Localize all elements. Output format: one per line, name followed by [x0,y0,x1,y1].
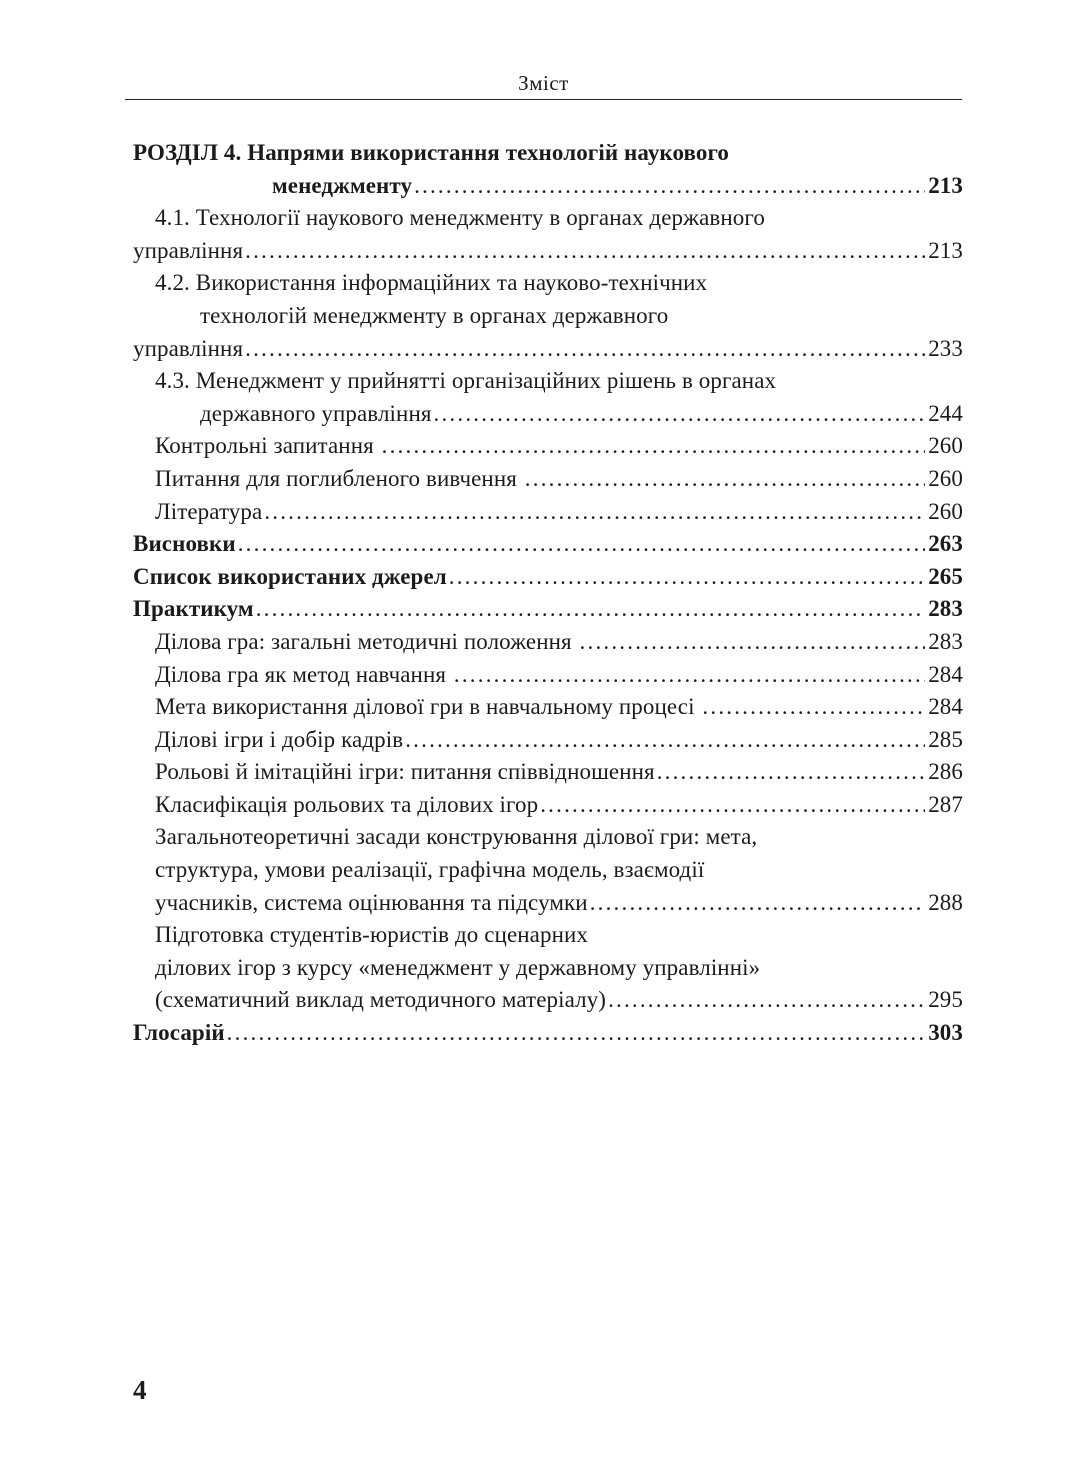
toc-page-number: 288 [928,889,963,915]
toc-page-number: 285 [928,726,963,752]
toc-entry-text: Контрольні запитання [155,433,380,459]
toc-line [200,300,963,333]
dot-leader [540,789,925,822]
toc-entry-text: 4.3. Менеджмент у прийнятті організаційних рішень в органах [155,368,777,394]
toc-entry-text: Список використаних джерел [133,563,447,589]
dot-leader [414,170,925,203]
toc-line [200,398,963,431]
toc-page-number: 260 [928,465,963,491]
toc-page-number: 213 [928,237,963,263]
dot-leader [256,593,926,626]
toc-line [155,626,963,659]
toc-line [133,333,963,366]
page-header-title: Зміст [518,71,569,95]
table-of-contents [133,137,963,1050]
toc-page-number: 286 [928,759,963,785]
toc-line [155,267,963,300]
dot-leader [702,691,925,724]
toc-entry-text: Практикум [133,596,254,622]
toc-line [155,724,963,757]
dot-leader [227,1017,926,1050]
dot-leader [238,528,925,561]
toc-line [133,528,963,561]
toc-entry-text: Підготовка студентів-юристів до сценарних [155,922,589,948]
dot-leader [382,430,926,463]
toc-page-number: 287 [928,791,963,817]
dot-leader [454,659,925,692]
toc-line [155,854,963,887]
dot-leader [405,724,925,757]
toc-entry-text: ділових ігор з курсу «менеджмент у державному управлінні» [155,954,761,980]
toc-line [133,235,963,268]
toc-line [155,952,963,985]
toc-entry-text: Загальнотеоретичні засади конструювання ділової гри: мета, [155,824,758,850]
toc-page-number: 265 [928,563,963,589]
toc-entry-text: Ділові ігри і добір кадрів [155,726,404,752]
toc-page-number: 213 [928,172,963,198]
toc-entry-text: Висновки [133,531,236,557]
toc-line [133,1017,963,1050]
dot-leader [245,333,925,366]
toc-entry-text: Глосарій [133,1020,225,1046]
toc-entry-text: Рольові й імітаційні ігри: питання співвідношення [155,759,655,785]
toc-page-number: 284 [928,694,963,720]
toc-line [133,593,963,626]
toc-line [155,919,963,952]
toc-page-number: 303 [928,1020,963,1046]
toc-page-number: 295 [928,987,963,1013]
page-number: 4 [133,1375,147,1405]
toc-entry-text: Класифікація рольових та ділових ігор [155,791,539,817]
toc-entry-text: Питання для поглибленого вивчення [155,465,523,491]
toc-entry-text: структура, умови реалізації, графічна модель, взаємодії [155,857,705,883]
toc-line [155,821,963,854]
toc-entry-text: менеджменту [272,172,413,198]
toc-line [155,887,963,920]
toc-line [272,170,963,203]
toc-line [155,691,963,724]
dot-leader [590,887,925,920]
toc-line [155,202,963,235]
dot-leader [245,235,925,268]
toc-entry-text: Ділова гра як метод навчання [155,661,452,687]
toc-entry-text: 4.1. Технології наукового менеджменту в органах державного [155,205,765,231]
dot-leader [580,626,926,659]
toc-page-number: 284 [928,661,963,687]
toc-line [155,430,963,463]
dot-leader [525,463,925,496]
toc-page-number: 283 [928,596,963,622]
dot-leader [657,756,925,789]
dot-leader [434,398,926,431]
toc-entry-text: управління [133,335,244,361]
toc-entry-text: управління [133,237,244,263]
toc-entry-text: державного управління [200,400,432,426]
toc-entry-text: технологій менеджменту в органах державного [200,302,669,328]
toc-line [155,659,963,692]
toc-line [155,789,963,822]
dot-leader [608,984,925,1017]
toc-entry-text: Мета використання ділової гри в навчальному процесі [155,694,701,720]
dot-leader [449,561,925,594]
toc-line [155,756,963,789]
toc-line [155,496,963,529]
toc-line [155,365,963,398]
toc-entry-text: 4.2. Використання інформаційних та науково-технічних [155,270,708,296]
toc-page-number: 244 [928,400,963,426]
toc-page-number: 283 [928,628,963,654]
toc-page-number: 233 [928,335,963,361]
toc-entry-text: РОЗДІЛ 4. Напрями використання технологій наукового [133,140,730,165]
toc-entry-text: учасників, система оцінювання та підсумки [155,889,588,915]
toc-entry-text: Література [155,498,263,524]
toc-line [133,137,963,170]
toc-page-number: 263 [928,531,963,557]
toc-line [133,561,963,594]
toc-page-number: 260 [928,498,963,524]
toc-entry-text: (схематичний виклад методичного матеріалу) [155,987,607,1013]
header-divider [125,99,962,100]
toc-line [155,984,963,1017]
toc-page-number: 260 [928,433,963,459]
toc-line [155,463,963,496]
dot-leader [264,496,925,529]
toc-entry-text: Ділова гра: загальні методичні положення [155,628,578,654]
